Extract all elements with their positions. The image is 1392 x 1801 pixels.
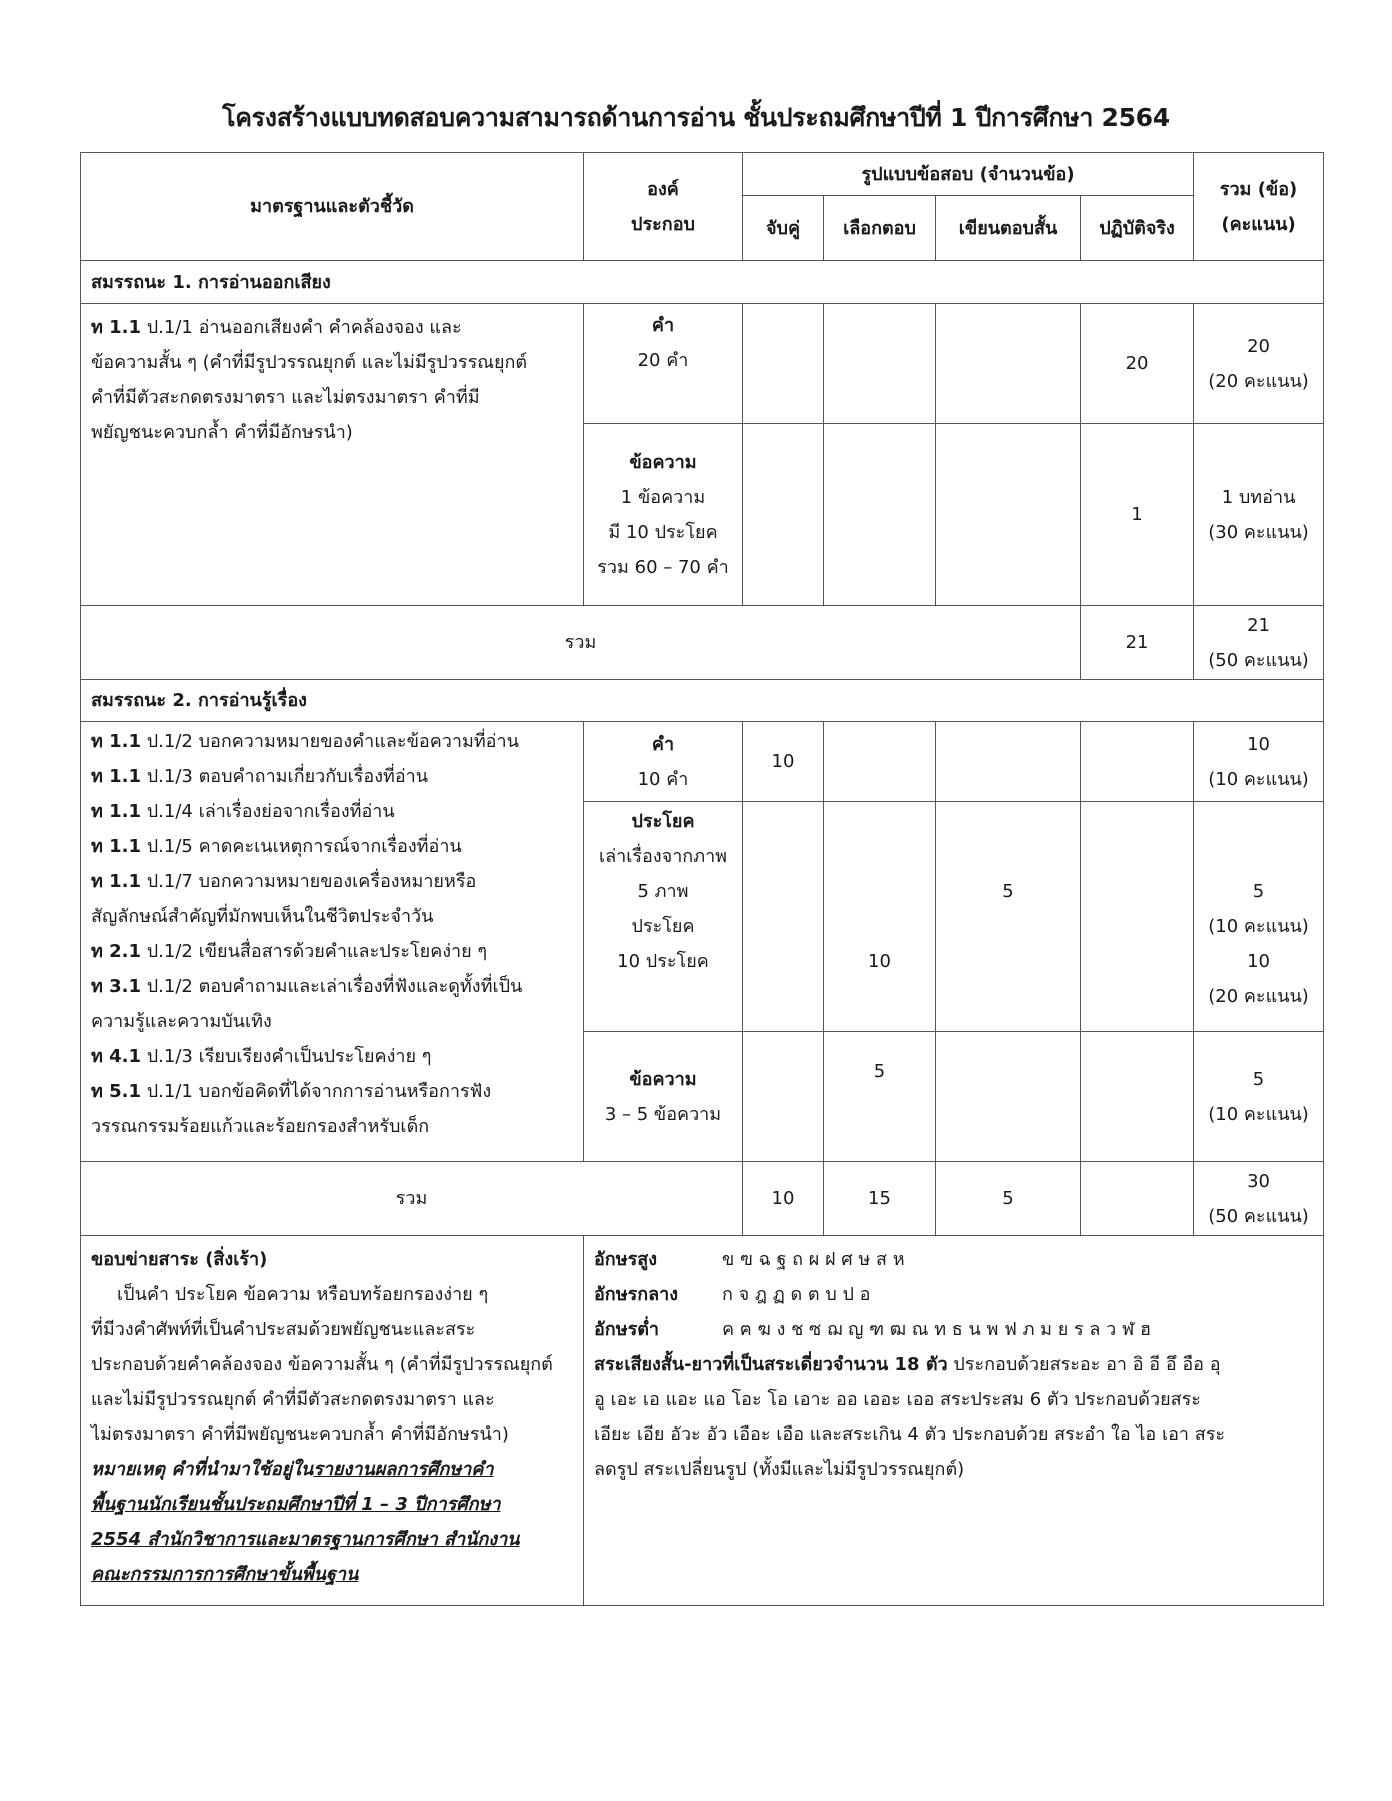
header-matching: จับคู่ — [743, 196, 824, 261]
header-component — [584, 153, 743, 261]
test-structure-table — [80, 152, 1324, 1606]
header-multiple-choice: เลือกตอบ — [824, 196, 936, 261]
component-detail: 1 ข้อความ — [620, 486, 706, 508]
component-title: คำ — [651, 733, 675, 755]
header-row-1 — [81, 153, 1324, 196]
section2-row-words — [81, 722, 1324, 802]
indicator-line: ท 5.1 ป.1/1 บอกข้อคิดที่ได้จากการอ่านหรือการฟัง — [91, 1081, 492, 1102]
header-total-line1: รวม (ข้อ) — [1219, 178, 1298, 200]
component-cell — [584, 722, 743, 802]
practical-cell — [1081, 722, 1194, 802]
total-cell: 20 (20 คะแนน) — [1194, 304, 1324, 424]
vowels-line: อู เอะ เอ แอะ แอ โอะ โอ เอาะ ออ เออะ เออ สระประสม 6 ตัว ประกอบด้วยสระ — [594, 1389, 1201, 1410]
component-cell — [584, 304, 743, 424]
vowels-line: ลดรูป สระเปลี่ยนรูป (ทั้งมีและไม่มีรูปวรรณยุกต์) — [594, 1459, 965, 1480]
high-class-letters: อักษรสูง ข ฃ ฉ ฐ ถ ผ ฝ ศ ษ ส ห — [594, 1249, 905, 1270]
component-detail: 3 – 5 ข้อความ — [604, 1103, 722, 1125]
sum-short-answer: 5 — [936, 1162, 1081, 1236]
sum-label: รวม — [81, 1162, 743, 1236]
component-detail: 5 ภาพ — [637, 881, 689, 902]
indicator-line: ท 2.1 ป.1/2 เขียนสื่อสารด้วยคำและประโยคง่าย ๆ — [91, 941, 488, 962]
sum-practical: 21 — [1081, 606, 1194, 680]
total-cell: 10 (10 คะแนน) — [1194, 722, 1324, 802]
matching-cell — [743, 424, 824, 606]
matching-cell: 10 — [743, 722, 824, 802]
short-answer-cell — [936, 722, 1081, 802]
component-title: ข้อความ — [629, 451, 697, 473]
short-answer-cell: 5 — [936, 802, 1081, 1032]
header-short-answer: เขียนตอบสั้น — [936, 196, 1081, 261]
scope-line: ประกอบด้วยคำคล้องจอง ข้อความสั้น ๆ (คำที่มีรูปวรรณยุกต์ — [91, 1354, 553, 1375]
scope-line: ไม่ตรงมาตรา คำที่มีพยัญชนะควบกล้ำ คำที่มีอักษรนำ) — [91, 1424, 509, 1445]
indicator-line: ท 1.1 ป.1/4 เล่าเรื่องย่อจากเรื่องที่อ่าน — [91, 801, 395, 822]
component-detail: มี 10 ประโยค — [608, 521, 718, 543]
section1-sum-row — [81, 606, 1324, 680]
header-total-line2: (คะแนน) — [1221, 213, 1296, 235]
component-detail: 10 ประโยค — [617, 951, 709, 972]
indicator-line: พยัญชนะควบกล้ำ คำที่มีอักษรนำ) — [91, 422, 353, 443]
practical-cell: 1 — [1081, 424, 1194, 606]
matching-cell — [743, 304, 824, 424]
component-cell — [584, 424, 743, 606]
component-detail: ประโยค — [631, 916, 695, 937]
scope-note: หมายเหตุ คำที่นำมาใช้อยู่ในรายงานผลการศึกษาคำ — [91, 1459, 494, 1480]
short-answer-cell — [936, 1032, 1081, 1162]
indicator-line: สัญลักษณ์สำคัญที่มักพบเห็นในชีวิตประจำวัน — [91, 906, 434, 927]
section2-heading-row — [81, 680, 1324, 722]
indicator-line: ท 1.1 ป.1/7 บอกความหมายของเครื่องหมายหรือ — [91, 871, 477, 892]
indicator-line: ความรู้และความบันเทิง — [91, 1011, 272, 1032]
practical-cell — [1081, 802, 1194, 1032]
component-detail: เล่าเรื่องจากภาพ — [598, 846, 728, 867]
section2-heading: สมรรถนะ 2. การอ่านรู้เรื่อง — [81, 680, 1324, 722]
multiple-choice-cell — [824, 304, 936, 424]
multiple-choice-cell: 10 — [824, 802, 936, 1032]
component-title: ข้อความ — [629, 1068, 697, 1090]
sum-practical — [1081, 1162, 1194, 1236]
scope-line: และไม่มีรูปวรรณยุกต์ คำที่มีตัวสะกดตรงมาตรา และ — [91, 1389, 495, 1410]
section1-heading: สมรรถนะ 1. การอ่านออกเสียง — [81, 261, 1324, 304]
indicator-line: ท 1.1 ป.1/3 ตอบคำถามเกี่ยวกับเรื่องที่อ่าน — [91, 766, 429, 787]
multiple-choice-cell — [824, 424, 936, 606]
vowels-line: เอียะ เอีย อัวะ อัว เอือะ เอือ และสระเกิน 4 ตัว ประกอบด้วย สระอำ ใอ ไอ เอา สระ — [594, 1424, 1226, 1445]
scope-cell — [81, 1236, 584, 1606]
scope-note: พื้นฐานนักเรียนชั้นประถมศึกษาปีที่ 1 – 3 ปีการศึกษา — [91, 1494, 501, 1515]
total-cell: 5 (10 คะแนน) 10 (20 คะแนน) — [1194, 802, 1324, 1032]
matching-cell — [743, 802, 824, 1032]
section1-heading-row — [81, 261, 1324, 304]
multiple-choice-cell: 5 — [824, 1032, 936, 1162]
indicator-line: ท 1.1 ป.1/1 อ่านออกเสียงคำ คำคล้องจอง และ — [91, 317, 462, 338]
header-standards: มาตรฐานและตัวชี้วัด — [81, 153, 584, 261]
header-component-line1: องค์ — [647, 178, 679, 200]
component-detail: 10 คำ — [637, 768, 689, 790]
indicator-line: ท 3.1 ป.1/2 ตอบคำถามและเล่าเรื่องที่ฟังและดูทั้งที่เป็น — [91, 976, 523, 997]
scope-line: เป็นคำ ประโยค ข้อความ หรือบทร้อยกรองง่าย ๆ — [117, 1284, 489, 1305]
total-cell: 1 บทอ่าน (30 คะแนน) — [1194, 424, 1324, 606]
sum-label: รวม — [81, 606, 1081, 680]
indicator-code: ท 1.1 — [91, 317, 142, 338]
indicator-line: วรรณกรรมร้อยแก้วและร้อยกรองสำหรับเด็ก — [91, 1116, 430, 1137]
component-title: ประโยค — [631, 811, 695, 832]
practical-cell: 20 — [1081, 304, 1194, 424]
sum-multiple-choice: 15 — [824, 1162, 936, 1236]
sum-matching: 10 — [743, 1162, 824, 1236]
scope-note: 2554 สำนักวิชาการและมาตรฐานการศึกษา สำนักงาน — [91, 1529, 520, 1550]
mid-class-letters: อักษรกลาง ก จ ฎ ฏ ด ต บ ป อ — [594, 1284, 871, 1305]
scope-row — [81, 1236, 1324, 1606]
scope-note: คณะกรรมการการศึกษาขั้นพื้นฐาน — [91, 1564, 359, 1585]
vowels-line: สระเสียงสั้น-ยาวที่เป็นสระเดี่ยวจำนวน 18 ตัว ประกอบด้วยสระอะ อา อิ อี อึ อือ อุ — [594, 1354, 1221, 1375]
scope-heading: ขอบข่ายสาระ (สิ่งเร้า) — [91, 1249, 268, 1270]
section1-indicator — [81, 304, 584, 606]
matching-cell — [743, 1032, 824, 1162]
document-title: โครงสร้างแบบทดสอบความสามารถด้านการอ่าน ชั้นประถมศึกษาปีที่ 1 ปีการศึกษา 2564 — [222, 103, 1170, 132]
section2-sum-row — [81, 1162, 1324, 1236]
short-answer-cell — [936, 304, 1081, 424]
letters-cell — [584, 1236, 1324, 1606]
section1-row-words — [81, 304, 1324, 424]
section2-indicators — [81, 722, 584, 1162]
total-cell: 5 (10 คะแนน) — [1194, 1032, 1324, 1162]
short-answer-cell — [936, 424, 1081, 606]
practical-cell — [1081, 1032, 1194, 1162]
indicator-line: ท 1.1 ป.1/5 คาดคะเนเหตุการณ์จากเรื่องที่อ่าน — [91, 836, 462, 857]
header-total — [1194, 153, 1324, 261]
header-component-line2: ประกอบ — [631, 213, 695, 235]
header-practical: ปฏิบัติจริง — [1081, 196, 1194, 261]
component-detail: 20 คำ — [637, 350, 689, 371]
sum-total: 21 (50 คะแนน) — [1194, 606, 1324, 680]
indicator-line: ข้อความสั้น ๆ (คำที่มีรูปวรรณยุกต์ และไม่มีรูปวรรณยุกต์ — [91, 352, 528, 373]
sum-total: 30 (50 คะแนน) — [1194, 1162, 1324, 1236]
indicator-line: คำที่มีตัวสะกดตรงมาตรา และไม่ตรงมาตรา คำที่มี — [91, 387, 480, 408]
component-cell — [584, 802, 743, 1032]
indicator-line: ท 1.1 ป.1/2 บอกความหมายของคำและข้อความที่อ่าน — [91, 731, 519, 752]
scope-line: ที่มีวงคำศัพท์ที่เป็นคำประสมด้วยพยัญชนะและสระ — [91, 1319, 476, 1340]
component-detail: รวม 60 – 70 คำ — [597, 556, 729, 578]
multiple-choice-cell — [824, 722, 936, 802]
component-cell — [584, 1032, 743, 1162]
indicator-line: ท 4.1 ป.1/3 เรียบเรียงคำเป็นประโยคง่าย ๆ — [91, 1046, 432, 1067]
low-class-letters: อักษรต่ำ ค ฅ ฆ ง ช ซ ฌ ญ ฑ ฒ ณ ท ธ น พ ฟ ภ ม ย ร ล ว ฬ ฮ — [594, 1319, 1152, 1340]
header-format-group: รูปแบบข้อสอบ (จำนวนข้อ) — [743, 153, 1194, 196]
component-title: คำ — [651, 315, 675, 336]
